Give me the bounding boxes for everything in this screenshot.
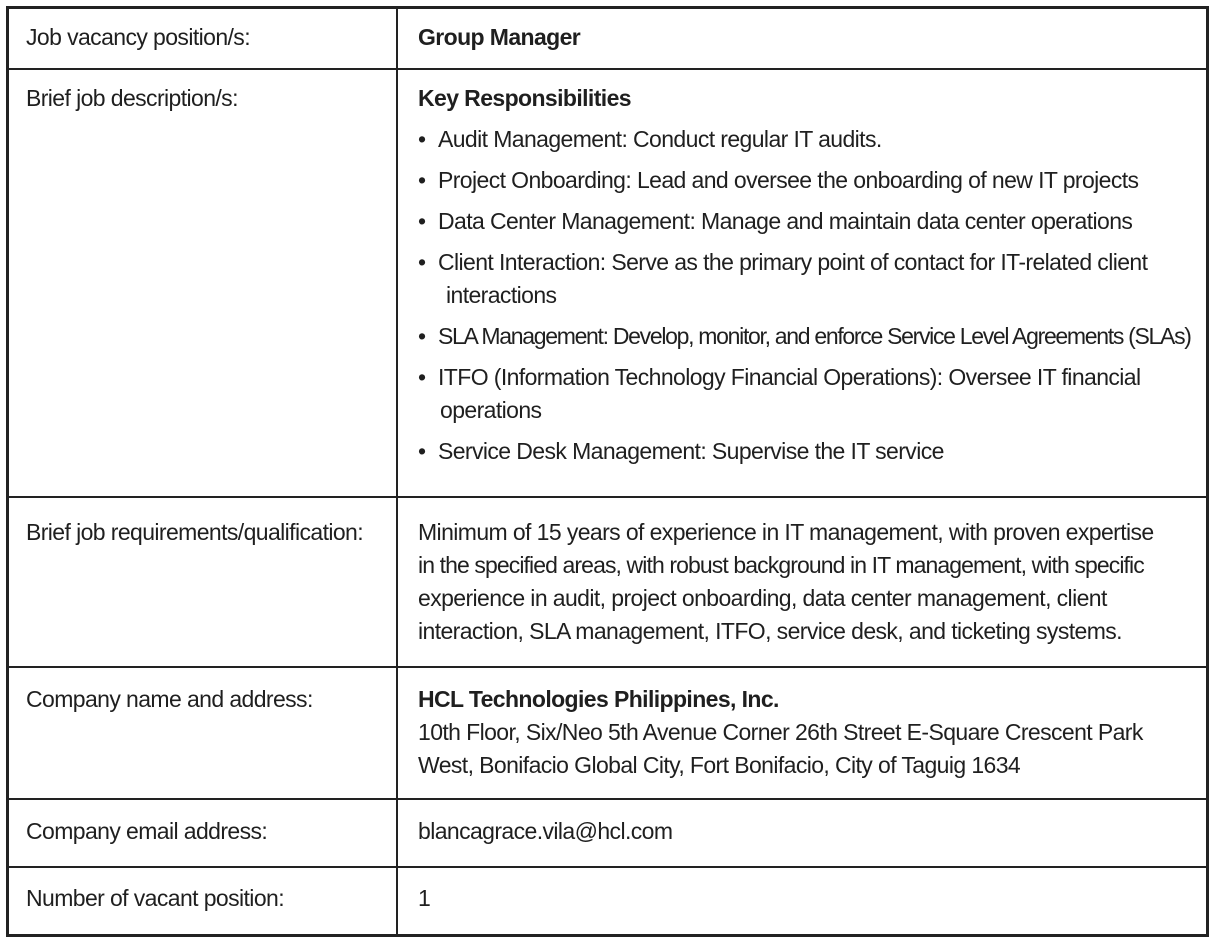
- list-item-text: Audit Management: Conduct regular IT audits.: [438, 126, 882, 152]
- list-item: [418, 320, 1194, 353]
- email-label: Company email address:: [9, 799, 397, 867]
- responsibilities-list: [418, 123, 1194, 468]
- company-name: HCL Technologies Philippines, Inc.: [418, 686, 779, 712]
- position-value: Group Manager: [397, 9, 1206, 69]
- company-label: Company name and address:: [9, 667, 397, 799]
- list-item-text-continued: interactions: [446, 282, 557, 308]
- job-vacancy-table: [9, 9, 1206, 937]
- company-address-line: West, Bonifacio Global City, Fort Bonifacio, City of Taguig 1634: [418, 752, 1021, 778]
- bullet-icon: •: [418, 364, 426, 390]
- bullet-icon: •: [418, 126, 426, 152]
- requirements-line: interaction, SLA management, ITFO, service desk, and ticketing systems.: [418, 618, 1122, 644]
- list-item: [418, 123, 1194, 156]
- job-vacancy-sheet: [6, 6, 1209, 937]
- vacancies-value: 1: [397, 867, 1206, 937]
- requirements-value: [397, 497, 1206, 667]
- bullet-icon: •: [418, 167, 426, 193]
- bullet-icon: •: [418, 323, 426, 349]
- list-item: [418, 361, 1194, 427]
- list-item: [418, 205, 1194, 238]
- list-item-text: Data Center Management: Manage and maintain data center operations: [438, 208, 1133, 234]
- email-value: blancagrace.vila@hcl.com: [397, 799, 1206, 867]
- list-item-text: Client Interaction: Serve as the primary point of contact for IT-related client: [438, 249, 1148, 275]
- email-row: [9, 799, 1206, 867]
- vacancies-label: Number of vacant position:: [9, 867, 397, 937]
- company-address-line: 10th Floor, Six/Neo 5th Avenue Corner 26th Street E-Square Crescent Park: [418, 719, 1143, 745]
- requirements-label: Brief job requirements/qualification:: [9, 497, 397, 667]
- requirements-line: Minimum of 15 years of experience in IT management, with proven expertise: [418, 519, 1154, 545]
- description-value: [397, 69, 1206, 497]
- position-row: [9, 9, 1206, 69]
- list-item-text: SLA Management: Develop, monitor, and enforce Service Level Agreements (SLAs): [438, 323, 1191, 349]
- list-item: [418, 164, 1194, 197]
- position-label: Job vacancy position/s:: [9, 9, 397, 69]
- requirements-line: in the specified areas, with robust background in IT management, with specific: [418, 552, 1144, 578]
- bullet-icon: •: [418, 208, 426, 234]
- company-row: [9, 667, 1206, 799]
- list-item-text-continued: operations: [440, 397, 542, 423]
- bullet-icon: •: [418, 438, 426, 464]
- requirements-line: experience in audit, project onboarding, data center management, client: [418, 585, 1107, 611]
- company-value: [397, 667, 1206, 799]
- list-item: [418, 435, 1194, 468]
- vacancies-row: [9, 867, 1206, 937]
- requirements-row: [9, 497, 1206, 667]
- list-item: [418, 246, 1194, 312]
- list-item-text: Project Onboarding: Lead and oversee the onboarding of new IT projects: [438, 167, 1139, 193]
- bullet-icon: •: [418, 249, 426, 275]
- responsibilities-heading: Key Responsibilities: [418, 85, 631, 111]
- description-label: Brief job description/s:: [9, 69, 397, 497]
- description-row: [9, 69, 1206, 497]
- list-item-text: Service Desk Management: Supervise the IT service: [438, 438, 944, 464]
- list-item-text: ITFO (Information Technology Financial Operations): Oversee IT financial: [438, 364, 1141, 390]
